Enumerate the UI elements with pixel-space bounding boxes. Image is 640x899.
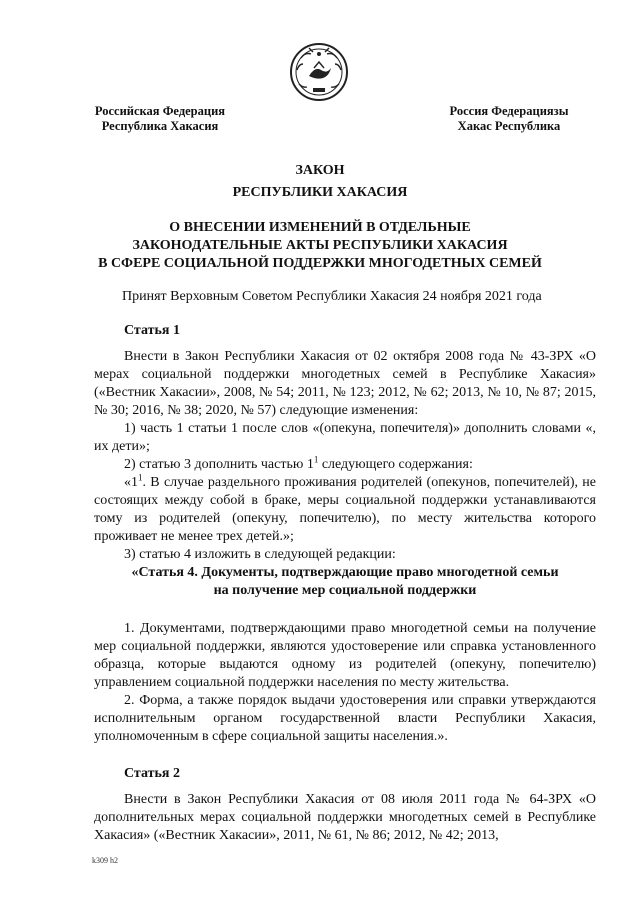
header-left-republic: Республика Хакасия (101, 119, 219, 133)
law-title-line2: ЗАКОНОДАТЕЛЬНЫЕ АКТЫ РЕСПУБЛИКИ ХАКАСИЯ (132, 238, 508, 253)
law-type-line1: ЗАКОН (295, 163, 345, 178)
adoption-statement: Принят Верховным Советом Республики Хакасия 24 ноября 2021 года (122, 289, 542, 304)
quote-superscript: 1 (138, 472, 143, 483)
article-1-quote (94, 474, 596, 546)
article-1-item-3: 3) статью 4 изложить в следующей редакции: (124, 547, 396, 562)
article-1-body (94, 348, 596, 746)
new-article-4-part-1: 1. Документами, подтверждающими право многодетной семьи на получение мер социальной поддержки, являются удостоверение или справка установленного образца, которые выдаются одному из родителей (опекуну, попечителю) управлением социальной поддержки населения по месту жительства. (94, 621, 596, 690)
new-article-4-title (94, 564, 596, 600)
item-2-superscript: 1 (313, 454, 319, 465)
article-1-item-1: 1) часть 1 статьи 1 после слов «(опекуна, попечителя)» дополнить словами «, их дети»; (94, 421, 596, 454)
quote-text-end: . В случае раздельного проживания родителей (опекунов, попечителей), не состоящих между собой в браке, меры социальной поддержки устанавливаются тому из родителей (опекуну, попечителю), по месту жительства которого проживает не менее трех детей.»; (94, 475, 596, 544)
header-left-country: Российская Федерация (94, 104, 226, 118)
new-article-4-title-line1: «Статья 4. Документы, подтверждающие право многодетной семьи (131, 565, 559, 580)
law-type-line2: РЕСПУБЛИКИ ХАКАСИЯ (232, 185, 408, 200)
article-2-body (94, 791, 596, 845)
article-2-intro: Внести в Закон Республики Хакасия от 08 июля 2011 года № 64-ЗРХ «О дополнительных мерах социальной поддержки многодетных семей в Республике Хакасия» («Вестник Хакасии», 2011, № 61, № 86; 2012, № 42; 2013, (94, 792, 596, 843)
document-code: k309 h2 (92, 856, 118, 865)
coat-of-arms-emblem (287, 40, 351, 104)
item-2-text: 2) статью 3 дополнить частью 1 (124, 457, 314, 472)
law-title (60, 219, 580, 273)
quote-text: «1 (124, 475, 138, 490)
header-right-republic: Хакас Республика (457, 119, 561, 133)
article-1-intro: Внести в Закон Республики Хакасия от 02 октября 2008 года № 43-ЗРХ «О мерах социальной поддержки многодетных семей в Республике Хакасия» («Вестник Хакасии», 2008, № 54; 2011, № 123; 2012, № 62; 2013, № 10, № 87; 2015, № 30; 2016, № 38; 2020, № 57) следующие изменения: (94, 349, 596, 418)
new-article-4-part-2: 2. Форма, а также порядок выдачи удостоверения или справки утверждаются исполнительным органом государственной власти Республики Хакасия, уполномоченным в сфере социальной защиты населения.». (94, 693, 596, 744)
item-2-text-end: следующего содержания: (318, 457, 473, 472)
law-type (60, 162, 580, 202)
law-title-line1: О ВНЕСЕНИИ ИЗМЕНЕНИЙ В ОТДЕЛЬНЫЕ (169, 220, 471, 235)
header-right-country: Россия Федерациязы (449, 104, 569, 118)
article-1-item-2 (94, 456, 596, 474)
new-article-4-title-line2: на получение мер социальной поддержки (213, 583, 477, 598)
article-2-heading: Статья 2 (124, 766, 180, 781)
header-left-block (80, 104, 240, 134)
header-right-block (424, 104, 594, 134)
article-1-heading: Статья 1 (124, 323, 180, 338)
law-title-line3: В СФЕРЕ СОЦИАЛЬНОЙ ПОДДЕРЖКИ МНОГОДЕТНЫХ СЕМЕЙ (98, 256, 542, 271)
